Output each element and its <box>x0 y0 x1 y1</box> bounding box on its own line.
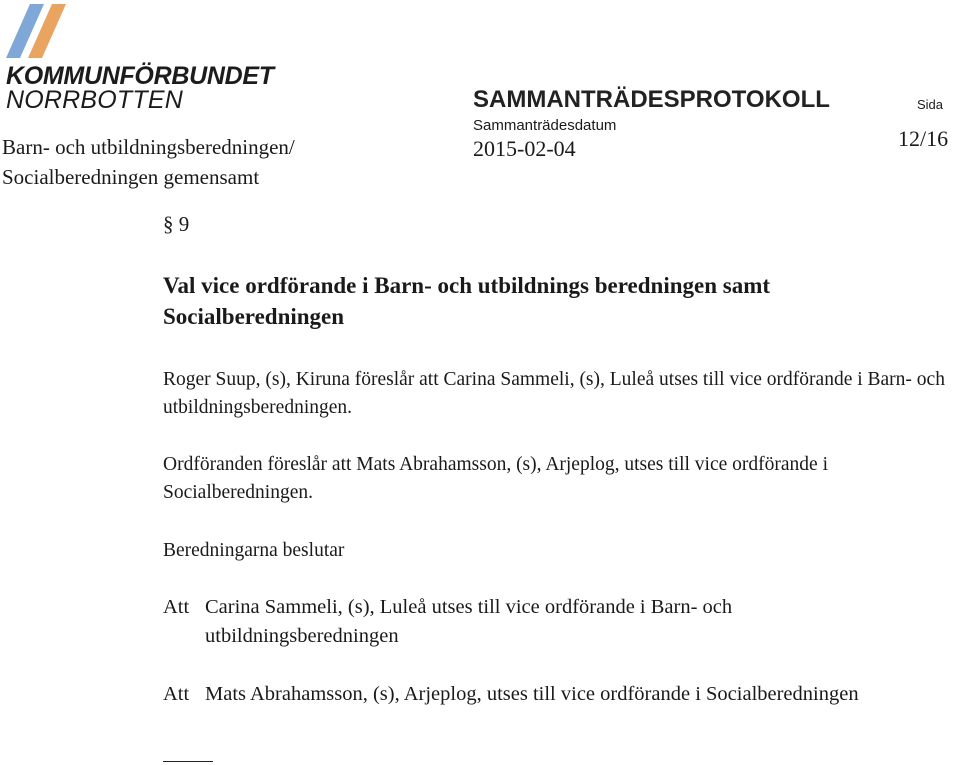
decision-text: Mats Abrahamsson, (s), Arjeplog, utses till vice ordförande i Socialberedningen <box>205 683 859 705</box>
organization-line-1: Barn- och utbildningsberedningen/ <box>2 135 295 159</box>
logo-line-1: KOMMUNFÖRBUNDET <box>6 62 274 90</box>
logo-line-2: NORRBOTTEN <box>6 86 183 114</box>
signature-rule <box>163 761 213 762</box>
paragraph-number: § 9 <box>163 212 190 236</box>
proposal-text-2: Ordföranden föreslår att Mats Abrahamsson, (s), Arjeplog, utses till vice ordförande i Socialberedningen. <box>163 454 828 503</box>
decision-text: Carina Sammeli, (s), Luleå utses till vice ordförande i Barn- och utbildningsberedningen <box>205 596 733 647</box>
decision-intro: Beredningarna beslutar <box>163 540 345 561</box>
meeting-date-label: Sammanträdesdatum <box>473 117 617 134</box>
section-heading: Val vice ordförande i Barn- och utbildnings beredningen samt Socialberedningen <box>163 273 771 329</box>
protocol-title: SAMMANTRÄDESPROTOKOLL <box>473 86 830 113</box>
decision-att-label: Att <box>163 596 190 618</box>
logo-stripes <box>2 2 82 66</box>
decision-att-label: Att <box>163 683 190 705</box>
meeting-date-value: 2015-02-04 <box>473 136 576 161</box>
proposal-text-1: Roger Suup, (s), Kiruna föreslår att Carina Sammeli, (s), Luleå utses till vice ordförande i Barn- och utbildningsberedningen. <box>163 369 945 418</box>
page-label: Sida <box>917 97 944 112</box>
page-number: 12/16 <box>898 126 949 151</box>
logo <box>2 2 274 114</box>
organization-line-2: Socialberedningen gemensamt <box>2 165 260 189</box>
